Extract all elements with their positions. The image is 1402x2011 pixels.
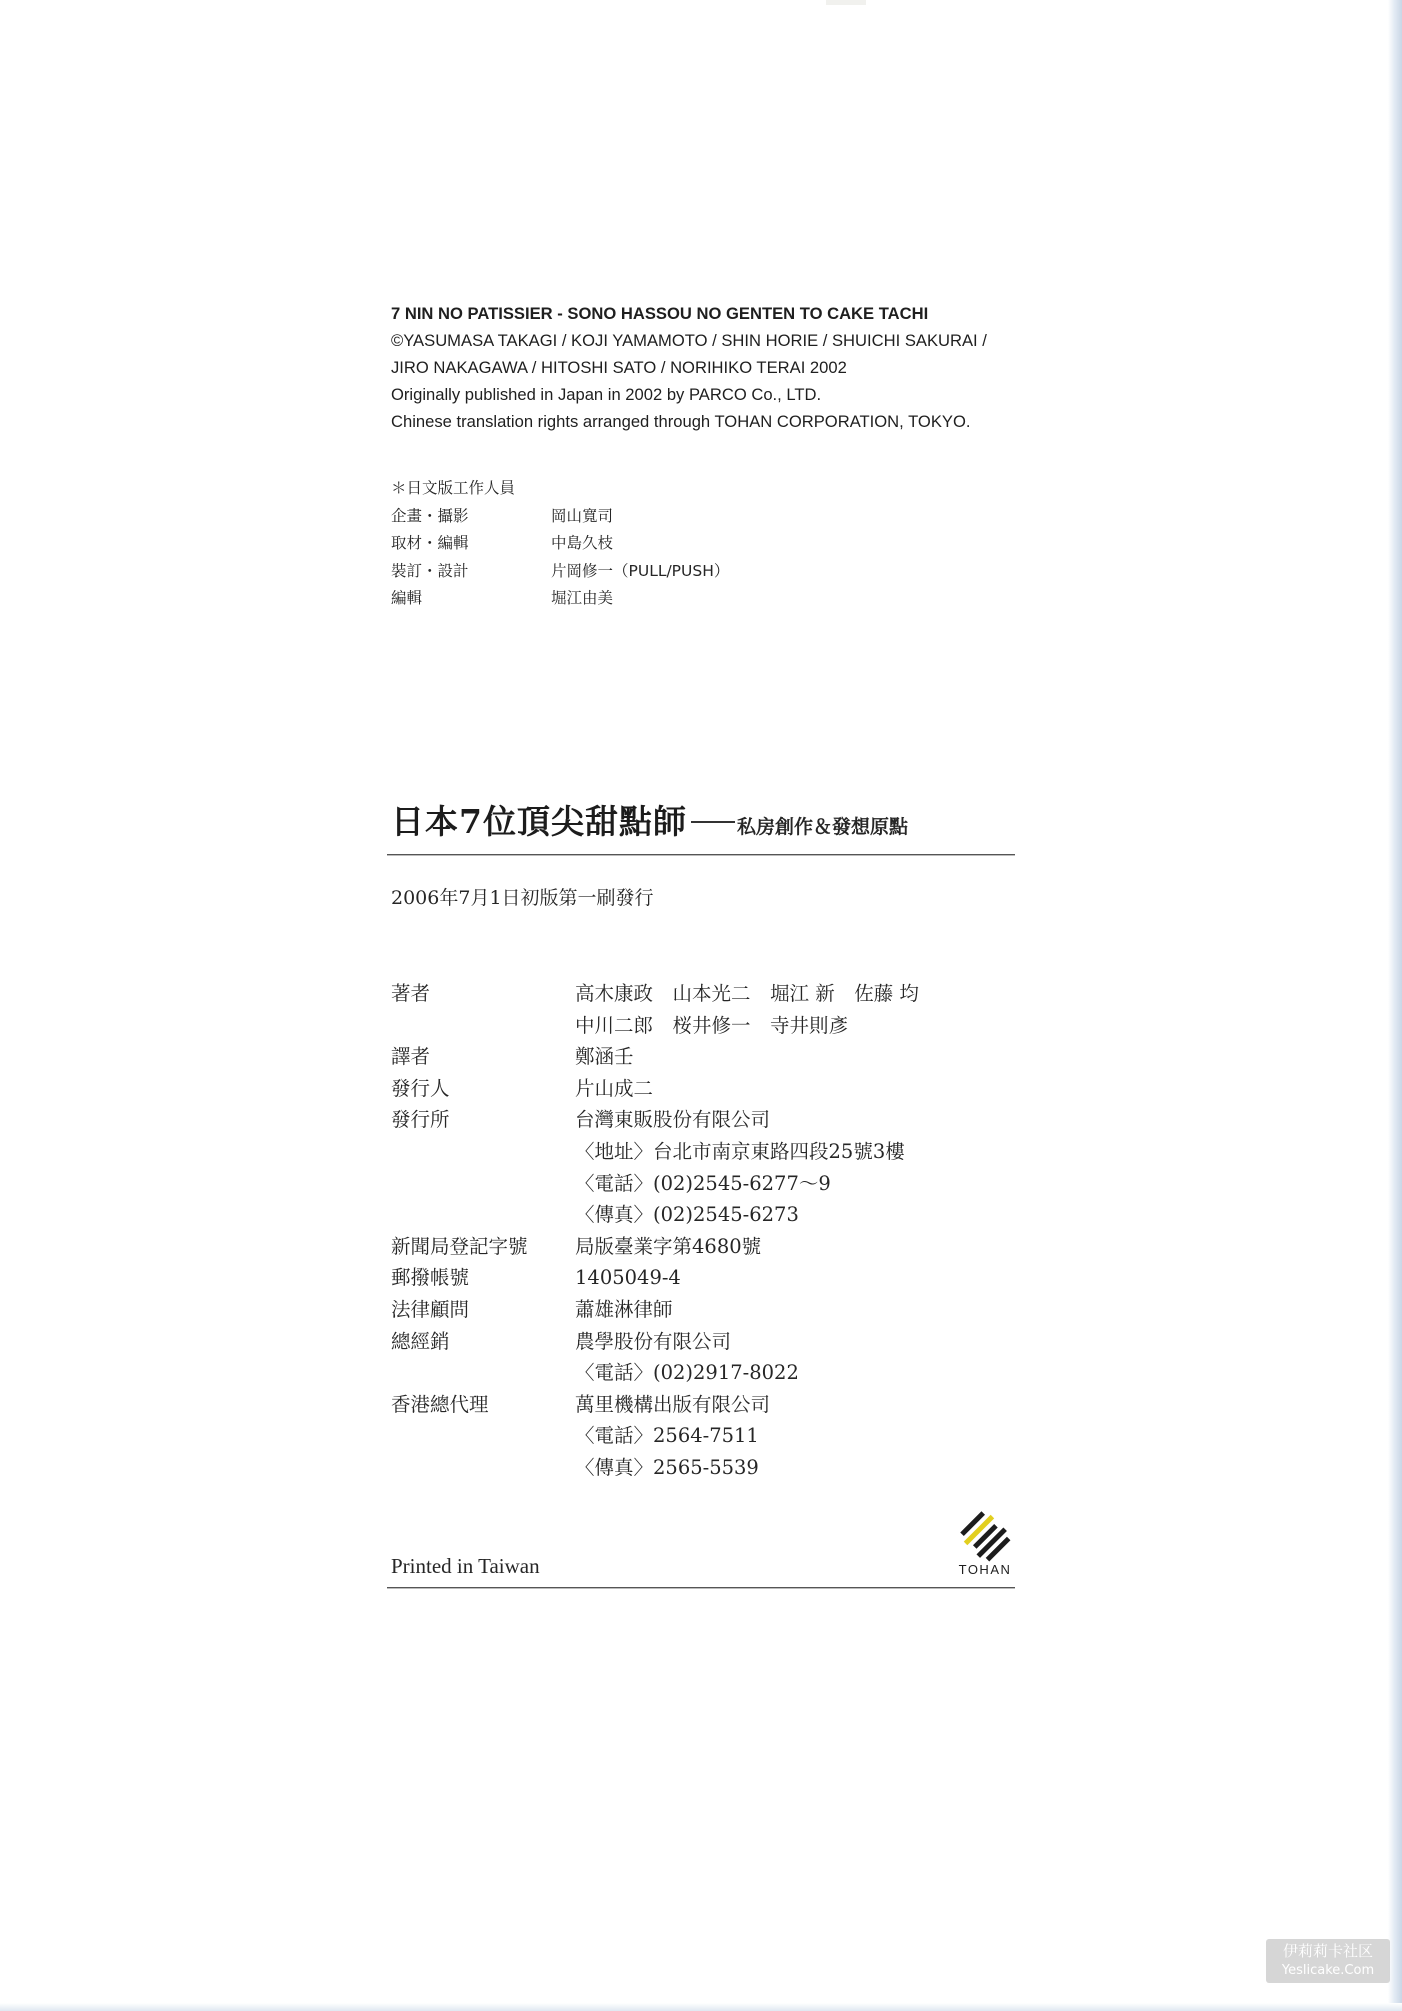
detail-value: 農學股份有限公司 bbox=[575, 1329, 732, 1353]
book-subtitle: 私房創作＆發想原點 bbox=[736, 816, 908, 838]
footer-divider bbox=[387, 1587, 1015, 1589]
japanese-staff-heading: ＊日文版工作人員 bbox=[391, 479, 516, 497]
detail-value: 鄭涵壬 bbox=[575, 1045, 634, 1069]
title-divider bbox=[387, 854, 1015, 856]
detail-row bbox=[391, 1168, 919, 1200]
detail-value: 高木康政 山本光二 堀江 新 佐藤 均 bbox=[575, 982, 919, 1005]
detail-label: 發行所 bbox=[391, 1108, 450, 1132]
scan-mark bbox=[826, 0, 866, 5]
detail-value: 台灣東販股份有限公司 bbox=[575, 1108, 771, 1132]
detail-label bbox=[391, 1452, 575, 1484]
staff-row bbox=[391, 558, 729, 586]
detail-row bbox=[391, 1010, 919, 1042]
staff-row bbox=[391, 585, 729, 613]
detail-row bbox=[391, 1420, 919, 1452]
detail-row bbox=[391, 1452, 919, 1484]
tohan-logo-text: TOHAN bbox=[958, 1562, 1012, 1577]
copyright-line: ©YASUMASA TAKAGI / KOJI YAMAMOTO / SHIN HORIE / SHUICHI SAKURAI / bbox=[391, 331, 987, 350]
detail-label bbox=[391, 1010, 575, 1042]
detail-row bbox=[391, 1199, 919, 1231]
page-edge-bottom bbox=[0, 2003, 1402, 2011]
logo-bar bbox=[960, 1511, 985, 1536]
detail-value: 萬里機構出版有限公司 bbox=[575, 1392, 771, 1416]
watermark-line: Yeslicake.Com bbox=[1281, 1963, 1375, 1978]
detail-value: 〈地址〉台北市南京東路四段25號3樓 bbox=[575, 1139, 905, 1163]
detail-row bbox=[391, 1294, 919, 1326]
detail-label: 譯者 bbox=[391, 1045, 431, 1069]
detail-label: 發行人 bbox=[391, 1076, 450, 1100]
staff-role: 編輯 bbox=[391, 589, 423, 607]
detail-row bbox=[391, 1389, 919, 1421]
book-title bbox=[391, 796, 908, 843]
staff-row bbox=[391, 530, 729, 558]
title-dash bbox=[691, 821, 735, 823]
detail-value: 〈電話〉(02)2917-8022 bbox=[575, 1361, 799, 1385]
detail-row bbox=[391, 1073, 919, 1105]
detail-value: 局版臺業字第4680號 bbox=[575, 1234, 762, 1258]
detail-label: 新聞局登記字號 bbox=[391, 1234, 528, 1258]
book-title-main: 日本7位頂尖甜點師 bbox=[391, 802, 687, 841]
staff-role: 取材・編輯 bbox=[391, 534, 469, 552]
detail-value: 〈傳真〉2565-5539 bbox=[575, 1455, 759, 1479]
detail-label: 著者 bbox=[391, 982, 431, 1005]
detail-label bbox=[391, 1420, 575, 1452]
logo-bar bbox=[986, 1537, 1011, 1562]
detail-row bbox=[391, 1041, 919, 1073]
detail-label bbox=[391, 1199, 575, 1231]
colophon-details bbox=[391, 978, 919, 1484]
detail-row bbox=[391, 978, 919, 1010]
copyright-block bbox=[391, 300, 987, 435]
detail-value: 片山成二 bbox=[575, 1076, 654, 1100]
detail-value: 1405049-4 bbox=[575, 1266, 681, 1290]
detail-label: 法律顧問 bbox=[391, 1297, 470, 1321]
logo-bar bbox=[973, 1524, 998, 1549]
detail-value: 中川二郎 桜井修一 寺井則彥 bbox=[575, 1013, 849, 1037]
detail-row bbox=[391, 1326, 919, 1358]
edition-line: 2006年7月1日初版第一刷發行 bbox=[391, 887, 654, 909]
printed-in-label: Printed in Taiwan bbox=[391, 1554, 540, 1578]
detail-row bbox=[391, 1357, 919, 1389]
copyright-line: Chinese translation rights arranged through TOHAN CORPORATION, TOKYO. bbox=[391, 412, 971, 431]
detail-label bbox=[391, 1168, 575, 1200]
staff-name: 片岡修一（PULL/PUSH） bbox=[551, 561, 730, 580]
detail-label bbox=[391, 1357, 575, 1389]
detail-row bbox=[391, 1136, 919, 1168]
detail-row bbox=[391, 1231, 919, 1263]
staff-row bbox=[391, 503, 729, 531]
detail-label bbox=[391, 1136, 575, 1168]
detail-label: 郵撥帳號 bbox=[391, 1266, 470, 1290]
watermark-line: 伊莉莉卡社区 bbox=[1282, 1942, 1373, 1960]
japanese-staff-block bbox=[391, 475, 729, 613]
site-watermark bbox=[1266, 1939, 1390, 1983]
detail-label: 香港總代理 bbox=[391, 1392, 489, 1416]
staff-name: 堀江由美 bbox=[551, 589, 614, 607]
staff-role: 企畫・攝影 bbox=[391, 506, 469, 525]
detail-row bbox=[391, 1262, 919, 1294]
detail-label: 總經銷 bbox=[391, 1329, 450, 1353]
detail-value: 〈電話〉2564-7511 bbox=[575, 1424, 759, 1448]
detail-value: 蕭雄淋律師 bbox=[575, 1297, 673, 1321]
original-title: 7 NIN NO PATISSIER - SONO HASSOU NO GENTEN TO CAKE TACHI bbox=[391, 304, 929, 323]
staff-name: 中島久枝 bbox=[551, 534, 614, 552]
detail-row bbox=[391, 1104, 919, 1136]
copyright-line: Originally published in Japan in 2002 by PARCO Co., LTD. bbox=[391, 385, 822, 404]
staff-role: 裝訂・設計 bbox=[391, 561, 469, 580]
staff-name: 岡山寬司 bbox=[551, 506, 614, 525]
detail-value: 〈電話〉(02)2545-6277～9 bbox=[575, 1171, 831, 1195]
copyright-line: JIRO NAKAGAWA / HITOSHI SATO / NORIHIKO TERAI 2002 bbox=[391, 358, 847, 377]
detail-value: 〈傳真〉(02)2545-6273 bbox=[575, 1203, 799, 1227]
page-edge-right bbox=[1388, 0, 1402, 2011]
